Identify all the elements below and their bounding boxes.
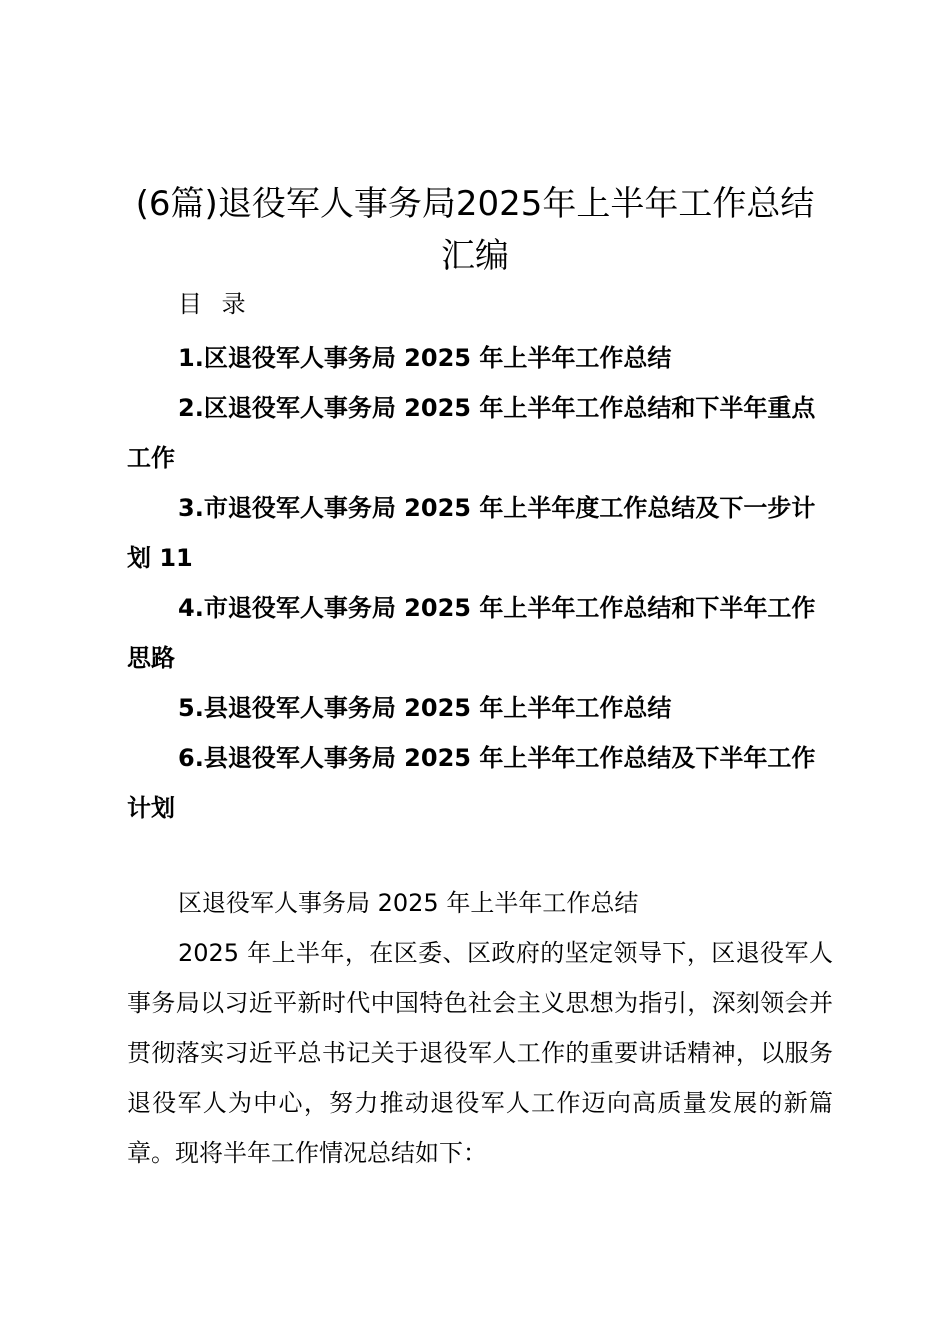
toc-item-2: 2.区退役军人事务局 2025 年上半年工作总结和下半年重点工作 [127, 394, 816, 472]
document-title: (6篇)退役军人事务局2025年上半年工作总结汇编 [135, 184, 815, 276]
toc-item-1: 1.区退役军人事务局 2025 年上半年工作总结 [178, 344, 672, 372]
toc-heading: 目 录 [178, 290, 252, 318]
toc-item-4: 4.市退役军人事务局 2025 年上半年工作总结和下半年工作思路 [127, 594, 816, 672]
toc-item-3: 3.市退役军人事务局 2025 年上半年度工作总结及下一步计划 11 [127, 494, 816, 572]
section-title: 区退役军人事务局 2025 年上半年工作总结 [178, 889, 639, 917]
table-of-contents [127, 333, 833, 833]
toc-item-6: 6.县退役军人事务局 2025 年上半年工作总结及下半年工作计划 [127, 744, 816, 822]
toc-item-5: 5.县退役军人事务局 2025 年上半年工作总结 [178, 694, 672, 722]
body-section [127, 878, 833, 1178]
body-paragraph: 2025 年上半年，在区委、区政府的坚定领导下，区退役军人事务局以习近平新时代中国特色社会主义思想为指引，深刻领会并贯彻落实习近平总书记关于退役军人工作的重要讲话精神，以服务退役军人为中心，努力推动退役军人工作迈向高质量发展的新篇章。现将半年工作情况总结如下： [127, 939, 833, 1167]
